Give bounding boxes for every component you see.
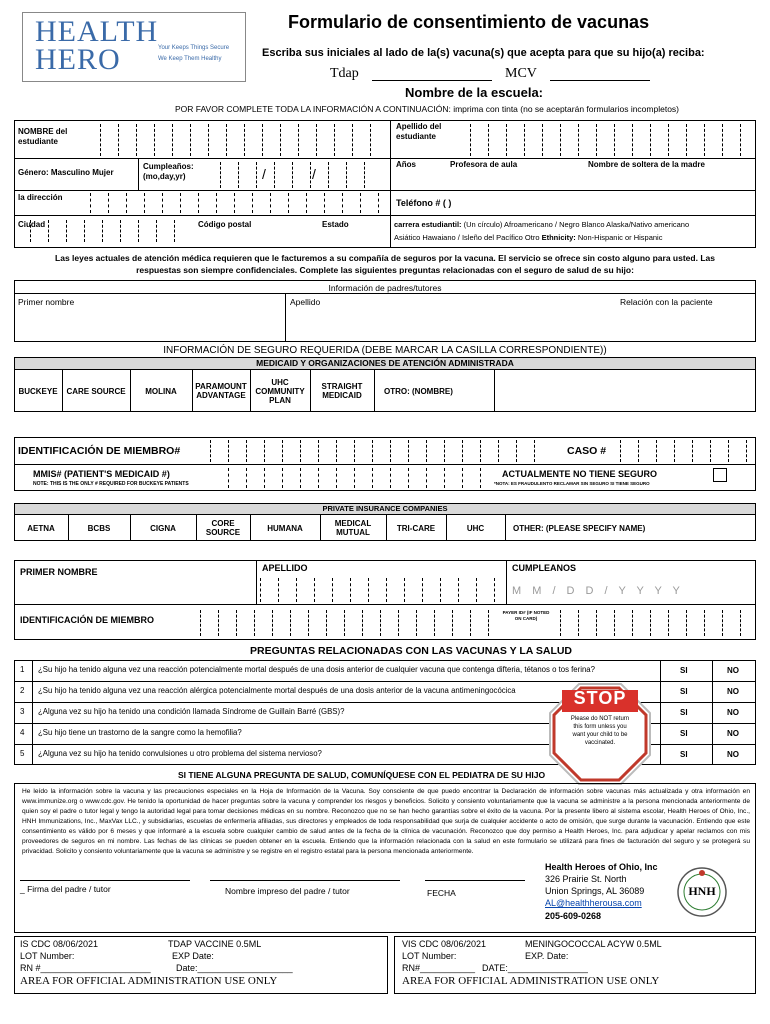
input-divider (722, 610, 723, 636)
input-divider (318, 440, 319, 462)
input-divider (668, 610, 669, 636)
question-number: 4 (20, 728, 25, 737)
no-insurance-checkbox[interactable] (713, 468, 727, 482)
input-divider (426, 440, 427, 462)
input-divider (282, 440, 283, 462)
admin-left-rn: RN #______________________ (20, 963, 151, 973)
input-divider (264, 440, 265, 462)
answer-yes[interactable]: SI (680, 729, 688, 738)
admin-right-exp: EXP. Date: (525, 951, 569, 961)
input-divider (290, 610, 291, 636)
input-divider (614, 124, 615, 156)
question-text: ¿Su hijo ha tenido alguna vez una reacción potencialmente mortal después de una dosis anterior de cualquier vacuna que contenga difteria, tétanos o tos ferina? (38, 665, 595, 674)
input-divider (306, 193, 307, 213)
logo (22, 12, 246, 82)
input-divider (534, 440, 535, 462)
input-divider (246, 468, 247, 488)
input-divider (740, 124, 741, 156)
input-divider (326, 610, 327, 636)
input-divider (458, 578, 459, 602)
race-options: (Un círculo) Afroamericano / Negro Blanco Alaska/Nativo americano (463, 220, 690, 229)
answer-no[interactable]: NO (727, 729, 739, 738)
private-option[interactable]: AETNA (27, 523, 55, 533)
instruction: Escriba sus iniciales al lado de la(s) vacuna(s) que acepta para que su hijo(a) reciba: (262, 47, 705, 59)
input-divider (282, 468, 283, 488)
input-divider (650, 124, 651, 156)
input-divider (650, 610, 651, 636)
questions-header: PREGUNTAS RELACIONADAS CON LAS VACUNAS Y LA SALUD (250, 645, 573, 657)
input-divider (354, 440, 355, 462)
input-divider (90, 193, 91, 213)
ethnicity-label: Ethnicity: (541, 233, 576, 242)
mmis-label: MMIS# (PATIENT'S MEDICAID #) (33, 469, 170, 479)
input-divider (686, 124, 687, 156)
vaccine-mcv-label: MCV (505, 66, 537, 81)
input-divider (470, 610, 471, 636)
input-divider (292, 162, 293, 188)
medicaid-option[interactable]: UHC COMMUNITY PLAN (255, 377, 305, 405)
school-label: Nombre de la escuela: (405, 85, 543, 100)
medicaid-option[interactable]: OTRO: (NOMBRE) (384, 386, 453, 396)
student-first-name-label: NOMBRE del estudiante (18, 127, 68, 146)
member-id-label: IDENTIFICACIÓN DE MIEMBRO# (18, 445, 181, 457)
input-divider (560, 124, 561, 156)
input-divider (350, 578, 351, 602)
input-divider (180, 193, 181, 213)
input-divider (208, 124, 209, 156)
law-note: Las leyes actuales de atención médica requieren que le facturemos a su compañía de seguros por la vacuna. El servicio se ofrece sin costo alguno para usted. Las respuestas son siempre confidenciales. Complete las siguientes preguntas relacionadas con el seguro de salud de su hijo: (55, 253, 715, 275)
medicaid-header: MEDICAID Y ORGANIZACIONES DE ATENCIÓN ADMINISTRADA (15, 358, 755, 369)
input-divider (620, 440, 621, 462)
input-divider (362, 610, 363, 636)
answer-no[interactable]: NO (727, 687, 739, 696)
address-label: la dirección (18, 193, 63, 202)
race-row2 (394, 233, 756, 242)
input-divider (470, 124, 471, 156)
input-divider (596, 610, 597, 636)
admin-right-lot: LOT Number: (402, 951, 457, 961)
company-phone: 205-609-0268 (545, 911, 602, 921)
input-divider (476, 578, 477, 602)
input-divider (524, 124, 525, 156)
input-divider (422, 578, 423, 602)
input-divider (216, 193, 217, 213)
company-email[interactable]: AL@healthherousa.com (545, 898, 642, 908)
questions-footer: SI TIENE ALGUNA PREGUNTA DE SALUD, COMUNÍQUESE CON EL PEDIATRA DE SU HIJO (178, 770, 546, 780)
private-option[interactable]: OTHER: (PLEASE SPECIFY NAME) (513, 523, 646, 533)
medicaid-option[interactable]: BUCKEYE (18, 386, 58, 396)
holder-birthday-mask[interactable]: M M / D D / Y Y Y Y (512, 585, 684, 597)
answer-yes[interactable]: SI (680, 666, 688, 675)
input-divider (198, 193, 199, 213)
input-divider (154, 124, 155, 156)
input-divider (560, 610, 561, 636)
zip-label: Código postal (198, 220, 252, 229)
input-divider (346, 162, 347, 188)
input-divider (298, 124, 299, 156)
input-divider (324, 193, 325, 213)
input-divider (314, 578, 315, 602)
input-divider (360, 193, 361, 213)
private-option[interactable]: CIGNA (150, 523, 176, 533)
input-divider (280, 124, 281, 156)
input-divider (722, 124, 723, 156)
holder-birthday-label: CUMPLEANOS (512, 563, 577, 573)
question-text: ¿Su hijo tiene un trastorno de la sangre como la hemofilia? (38, 728, 242, 737)
input-divider (264, 468, 265, 488)
admin-right-vis: VIS CDC 08/06/2021 (402, 939, 487, 949)
input-divider (252, 193, 253, 213)
input-divider (578, 610, 579, 636)
logo-line2: HERO (35, 43, 121, 76)
date-label: FECHA (427, 888, 456, 898)
input-divider (342, 193, 343, 213)
input-divider (102, 220, 103, 242)
question-text: ¿Su hijo ha tenido alguna vez una reacción alérgica potencialmente mortal después de una dosis anterior de la vacuna antimeningocócica (38, 686, 516, 695)
question-number: 1 (20, 665, 25, 674)
admin-left-vis: IS CDC 08/06/2021 (20, 939, 99, 949)
input-divider (578, 124, 579, 156)
input-divider (426, 468, 427, 488)
input-divider (172, 124, 173, 156)
input-divider (108, 193, 109, 213)
city-label: Ciudad (18, 220, 46, 229)
private-option[interactable]: CORE SOURCE (205, 519, 241, 537)
state-label: Estado (322, 220, 349, 229)
input-divider (416, 610, 417, 636)
input-divider (218, 610, 219, 636)
gender-label: Género: Masculino Mujer (18, 168, 114, 177)
answer-no[interactable]: NO (727, 750, 739, 759)
birthday-slash: / (262, 166, 266, 182)
question-text: ¿Alguna vez su hijo ha tenido convulsiones u otro problema del sistema nervioso? (38, 749, 322, 758)
private-header: PRIVATE INSURANCE COMPANIES (15, 504, 755, 514)
company-street: 326 Prairie St. North (545, 874, 627, 884)
input-divider (488, 124, 489, 156)
input-divider (352, 124, 353, 156)
parent-signature-label: _ Firma del padre / tutor (20, 884, 111, 894)
input-divider (632, 124, 633, 156)
parent-relation-label: Relación con la paciente (620, 297, 713, 307)
input-divider (372, 440, 373, 462)
input-divider (380, 610, 381, 636)
answer-no[interactable]: NO (727, 708, 739, 717)
stop-word: STOP (573, 688, 627, 708)
input-divider (256, 162, 257, 188)
input-divider (310, 162, 311, 188)
input-divider (632, 610, 633, 636)
student-last-name-label: Apellido del estudiante (396, 122, 442, 141)
input-divider (336, 440, 337, 462)
question-number: 5 (20, 749, 25, 758)
input-divider (462, 440, 463, 462)
stop-text: Please do NOT return this form unless you want your child to be vaccinated. (570, 716, 630, 746)
question-number: 2 (20, 686, 25, 695)
private-option[interactable]: TRI-CARE (396, 523, 436, 533)
input-divider (408, 468, 409, 488)
medicaid-option[interactable]: STRAIGHT MEDICAID (321, 382, 363, 400)
date-line[interactable] (425, 880, 525, 881)
input-divider (66, 220, 67, 242)
input-divider (740, 610, 741, 636)
input-divider (84, 220, 85, 242)
input-divider (480, 468, 481, 488)
input-divider (120, 220, 121, 242)
policyholder-section (14, 560, 756, 640)
admin-right-footer: AREA FOR OFFICIAL ADMINISTRATION USE ONLY (402, 975, 660, 987)
input-divider (220, 162, 221, 188)
logo-tagline2: We Keep Them Healthy (158, 56, 222, 62)
input-divider (386, 578, 387, 602)
case-label: CASO # (567, 445, 607, 457)
race-row1 (394, 220, 756, 229)
input-divider (354, 468, 355, 488)
input-divider (746, 440, 747, 462)
question-text: ¿Alguna vez su hijo ha tenido una condición llamada Síndrome de Guillain Barré (GBS)? (38, 707, 345, 716)
input-divider (506, 124, 507, 156)
phone-label: Teléfono # ( ) (396, 198, 452, 208)
teacher-label: Profesora de aula (450, 160, 518, 169)
input-divider (686, 610, 687, 636)
race-label: carrera estudiantil: (394, 220, 462, 229)
input-divider (190, 124, 191, 156)
input-divider (398, 610, 399, 636)
printed-name-line[interactable] (210, 880, 400, 881)
payer-id-label: PAYER ID# (IF NOTED ON CARD) (502, 610, 550, 621)
input-divider (200, 610, 201, 636)
input-divider (704, 124, 705, 156)
company-name: Health Heroes of Ohio, Inc (545, 862, 658, 872)
parent-header: Información de padres/tutores (328, 283, 442, 293)
hnh-seal-text: HNH (688, 884, 716, 898)
age-label: Años (396, 160, 416, 169)
ethnicity-options: Non-Hispanic or Hispanic (577, 233, 663, 242)
holder-first-label: PRIMER NOMBRE (20, 567, 98, 577)
input-divider (596, 124, 597, 156)
logo-tagline1: Your Keeps Things Secure (158, 45, 230, 51)
input-divider (494, 578, 495, 602)
mcv-initial-line[interactable] (550, 80, 650, 81)
input-divider (516, 440, 517, 462)
admin-right-rn: RN#___________ (402, 963, 476, 973)
input-divider (328, 162, 329, 188)
admin-left-lot: LOT Number: (20, 951, 75, 961)
answer-yes[interactable]: SI (680, 708, 688, 717)
input-divider (262, 124, 263, 156)
input-divider (638, 440, 639, 462)
input-divider (372, 468, 373, 488)
input-divider (378, 193, 379, 213)
input-divider (434, 610, 435, 636)
input-divider (408, 440, 409, 462)
complete-note: POR FAVOR COMPLETE TODA LA INFORMACIÓN A CONTINUACIÓN: imprima con tinta (no se aceptarán formularios incompletos) (175, 104, 680, 114)
input-divider (210, 440, 211, 462)
input-divider (118, 124, 119, 156)
private-option[interactable]: BCBS (87, 523, 111, 533)
input-divider (30, 220, 31, 242)
medicaid-option[interactable]: MOLINA (145, 386, 177, 396)
input-divider (370, 124, 371, 156)
input-divider (300, 440, 301, 462)
company-city: Union Springs, AL 36089 (545, 886, 645, 896)
input-divider (404, 578, 405, 602)
input-divider (228, 440, 229, 462)
input-divider (260, 578, 261, 602)
admin-left-footer: AREA FOR OFFICIAL ADMINISTRATION USE ONLY (20, 975, 278, 987)
input-divider (390, 468, 391, 488)
input-divider (728, 440, 729, 462)
input-divider (296, 578, 297, 602)
input-divider (126, 193, 127, 213)
input-divider (364, 162, 365, 188)
vaccine-tdap-label: Tdap (330, 66, 359, 81)
input-divider (498, 440, 499, 462)
input-divider (332, 578, 333, 602)
admin-left-vaccine: TDAP VACCINE 0.5ML (168, 939, 262, 949)
admin-right-vaccine: MENINGOCOCCAL ACYW 0.5ML (525, 939, 662, 949)
insurance-required: INFORMACIÓN DE SEGURO REQUERIDA (DEBE MARCAR LA CASILLA CORRESPONDIENTE)) (163, 345, 607, 356)
admin-left-exp: EXP Date: (172, 951, 214, 961)
input-divider (318, 468, 319, 488)
input-divider (704, 610, 705, 636)
input-divider (274, 162, 275, 188)
input-divider (156, 220, 157, 242)
mmis-note: NOTE: THIS IS THE ONLY # REQUIRED FOR BUCKEYE PATIENTS (33, 481, 189, 487)
medicaid-option[interactable]: PARAMOUNT ADVANTAGE (195, 382, 247, 400)
parent-last-label: Apellido (290, 297, 321, 307)
input-divider (452, 610, 453, 636)
input-divider (390, 440, 391, 462)
input-divider (692, 440, 693, 462)
input-divider (246, 440, 247, 462)
admin-left-date: Date:___________________ (176, 963, 293, 973)
input-divider (444, 440, 445, 462)
input-divider (136, 124, 137, 156)
parent-signature-line[interactable] (20, 880, 190, 881)
private-option[interactable]: HUMANA (267, 523, 303, 533)
input-divider (162, 193, 163, 213)
input-divider (488, 610, 489, 636)
logo-line1: HEALTH (35, 15, 159, 48)
no-insurance-label: ACTUALMENTE NO TIENE SEGURO (502, 469, 658, 479)
answer-no[interactable]: NO (727, 666, 739, 675)
input-divider (444, 468, 445, 488)
input-divider (300, 468, 301, 488)
input-divider (270, 193, 271, 213)
input-divider (614, 610, 615, 636)
race-options2: Asiático Hawaiano / Isleño del Pacífico Otro (394, 233, 540, 242)
input-divider (288, 193, 289, 213)
private-option[interactable]: UHC (466, 523, 485, 533)
input-divider (278, 578, 279, 602)
input-divider (668, 124, 669, 156)
input-divider (480, 440, 481, 462)
parent-first-label: Primer nombre (18, 297, 75, 307)
input-divider (226, 124, 227, 156)
question-number: 3 (20, 707, 25, 716)
input-divider (316, 124, 317, 156)
input-divider (144, 193, 145, 213)
input-divider (244, 124, 245, 156)
form-title: Formulario de consentimiento de vacunas (288, 12, 650, 32)
input-divider (656, 440, 657, 462)
input-divider (542, 124, 543, 156)
input-divider (368, 578, 369, 602)
tdap-initial-line[interactable] (372, 80, 492, 81)
input-divider (308, 610, 309, 636)
admin-right-date: DATE:________________ (482, 963, 588, 973)
birthday-slash: / (312, 166, 316, 182)
input-divider (710, 440, 711, 462)
input-divider (228, 468, 229, 488)
input-divider (462, 468, 463, 488)
input-divider (236, 610, 237, 636)
input-divider (238, 162, 239, 188)
input-divider (254, 610, 255, 636)
input-divider (138, 220, 139, 242)
input-divider (674, 440, 675, 462)
private-option[interactable]: MEDICAL MUTUAL (334, 519, 372, 537)
input-divider (344, 610, 345, 636)
input-divider (48, 220, 49, 242)
printed-name-label: Nombre impreso del padre / tutor (225, 886, 350, 896)
answer-yes[interactable]: SI (680, 687, 688, 696)
input-divider (336, 468, 337, 488)
member-id2-label: IDENTIFICACIÓN DE MIEMBRO (20, 615, 154, 625)
maiden-name-label: Nombre de soltera de la madre (588, 160, 705, 169)
input-divider (100, 124, 101, 156)
no-insurance-note: *NOTA: ES FRAUDULENTO RECLAMAR SIN SEGURO SI TIENE SEGURO (494, 481, 650, 486)
answer-yes[interactable]: SI (680, 750, 688, 759)
input-divider (334, 124, 335, 156)
consent-text: He leído la información sobre la vacuna y las precauciones especiales en la Hoja de Información de la Vacuna. Soy consciente de que puedo encontrar la Declaración de información sobre vacunas más actualizada y otra información en www.immunize.org o www.cdc.gov. He tenido la oportunidad de hacer preguntas sobre la vacuna y comprender los riesgos y beneficios. Solicito y consiento voluntariamente que la vacuna se administre a la persona mencionada anteriormente de quien soy el padre o tutor legal y tengo la autoridad legal para tomar decisiones médicas en su nombre. Reconozco que no se han hecho garantías sobre el éxito de la vacuna. Por la presente libero al sistema escolar, Health Heroes of Ohio, Inc., HNH Immunizations, Inc., MaxVax LLC., y subsidiarias, escuelas de enfermería afiliadas, sus directores y empleados de toda responsabilidad que surja de cualquier accidente o acto de omisión, que surge durante la vacunación. Entiendo que este consentimiento es válido por 6 meses y que informaré a la escuela sobre cualquier cambio de salud antes de la fecha de la clínica de vacunación. Reconozco que doy permiso a Health Heroes, Inc. para adjudicar y apelar reclamos con mis proveedores de seguros en mi nombre. Las fechas de las clínicas se pueden obtener en la escuela. Entiendo que la información relacionada con la salud en este formulario se utilizará para fines de facturación del seguro y se protegerá su privacidad. Solicito y consiento voluntariamente que la vacuna se administre y se registre en el registro estatal para la persona mencionada anteriormente. (22, 788, 750, 855)
input-divider (234, 193, 235, 213)
holder-last-label: APELLIDO (262, 563, 308, 573)
input-divider (174, 220, 175, 242)
input-divider (440, 578, 441, 602)
input-divider (272, 610, 273, 636)
medicaid-option[interactable]: CARE SOURCE (66, 386, 126, 396)
birthday-label: Cumpleaños: (mo,day,yr) (143, 162, 194, 181)
